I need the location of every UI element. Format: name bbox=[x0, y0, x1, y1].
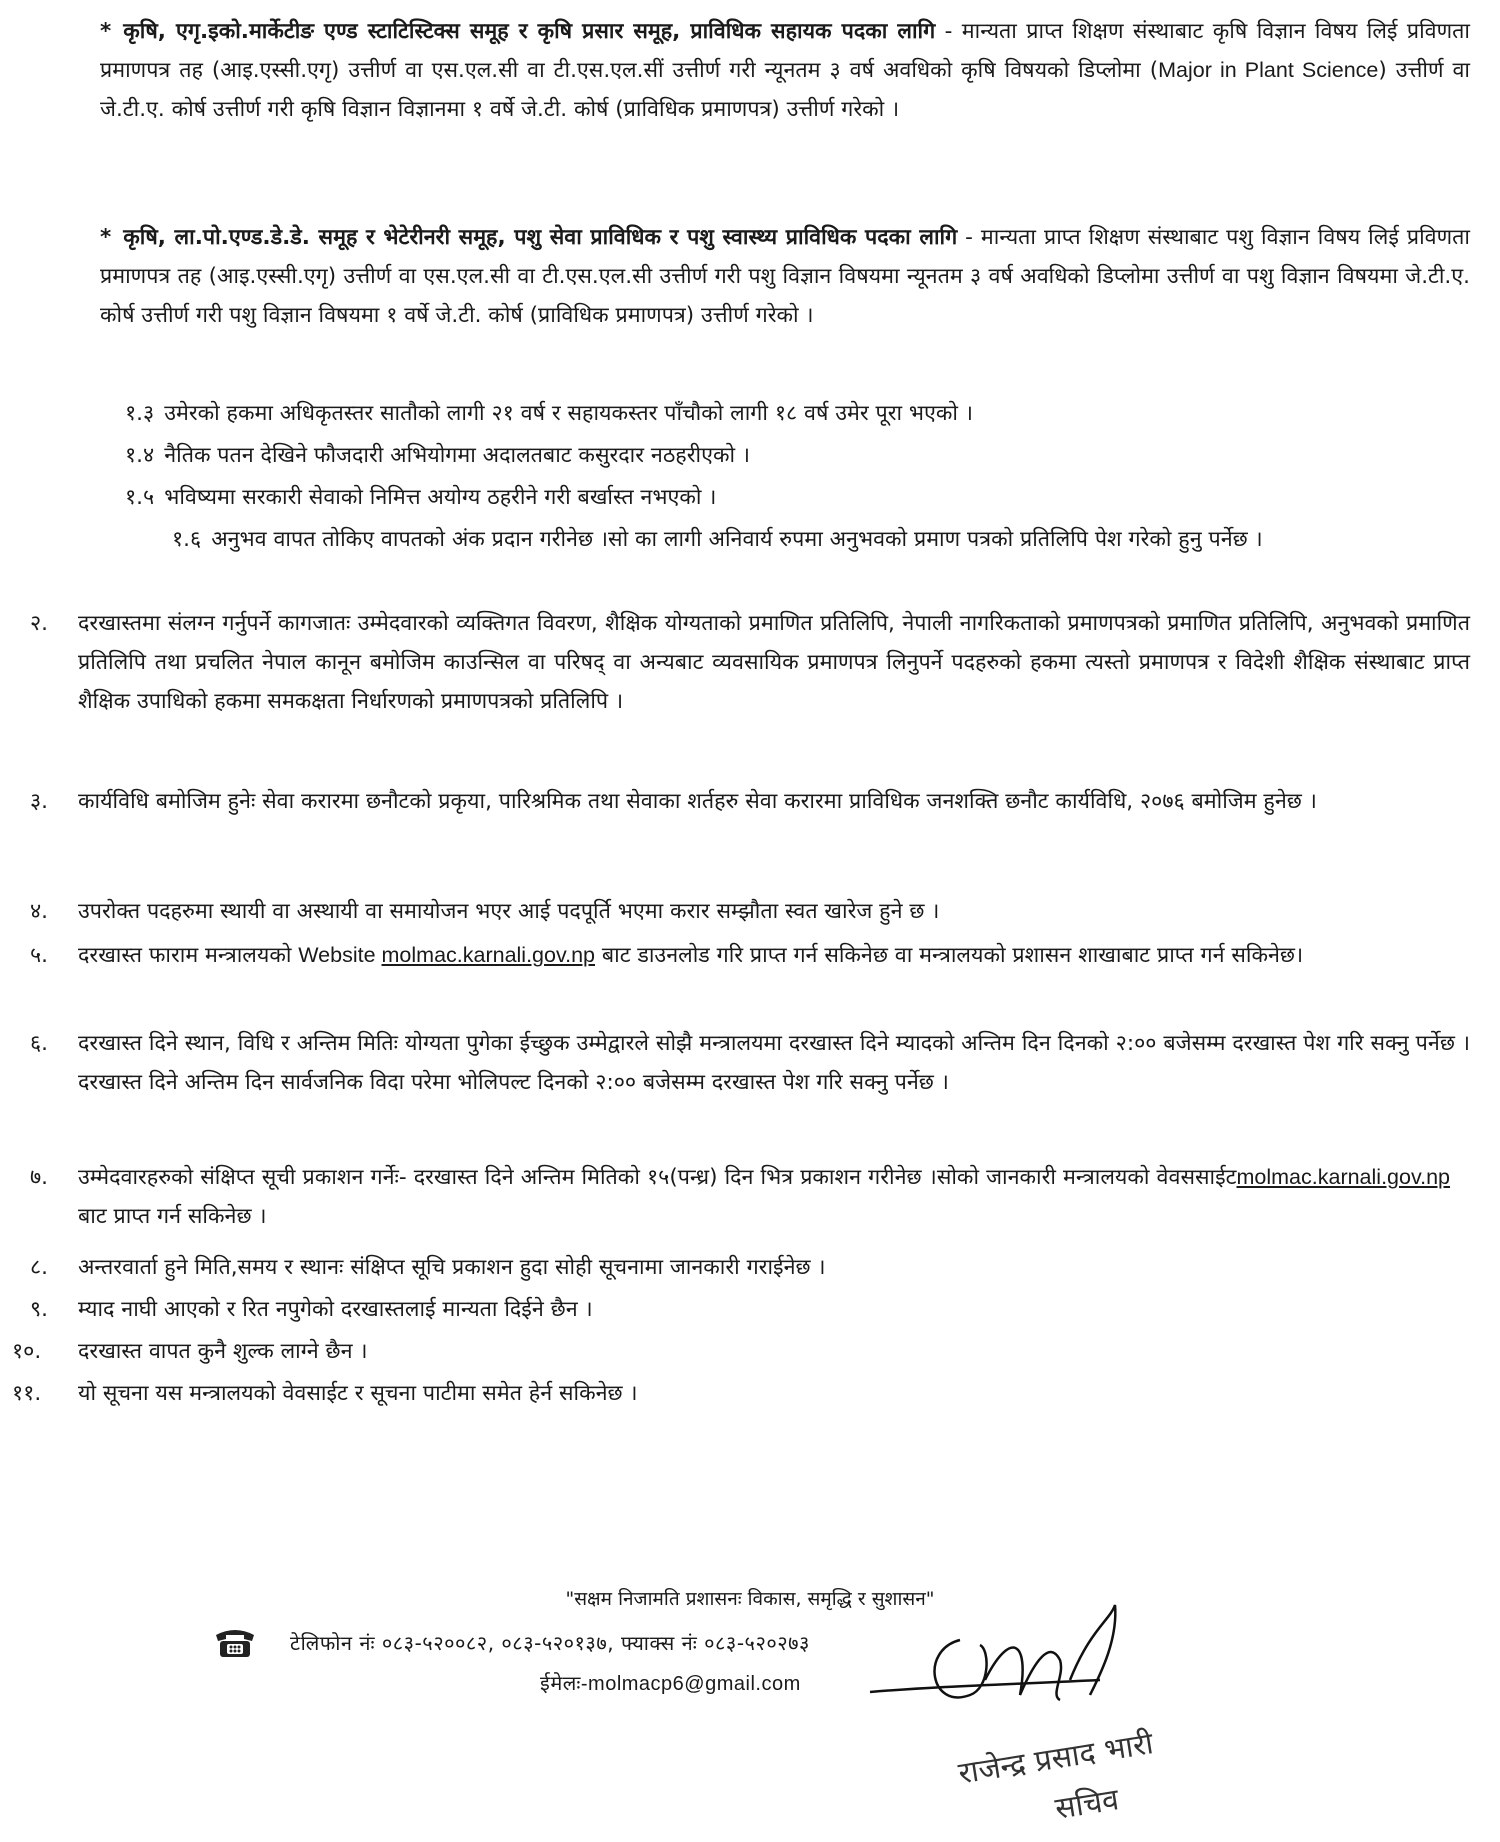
item-3 bbox=[30, 782, 1450, 821]
item-8-text: अन्तरवार्ता हुने मिति,समय र स्थानः संक्षिप्त सूचि प्रकाशन हुदा सोही सूचनामा जानकारी गराईनेछ । bbox=[78, 1255, 826, 1280]
sub-item-1-6 bbox=[78, 520, 1418, 559]
sub-item-1-5 bbox=[125, 478, 1465, 517]
item-11-number: ११. bbox=[12, 1381, 42, 1406]
qualification-agri-body-1: - मान्यता प्राप्त शिक्षण संस्थाबाट कृषि विज्ञान विषय लिई प्रविणता प्रमाणपत्र तह (आइ.एस्सी.एगृ) उत्तीर्ण वा एस.एल.सी वा टी.एस.एल.सीं उत्तीर्ण गरी न्यूनतम ३ वर्ष अवधिको कृषि विषयको डिप्लोमा ( bbox=[100, 19, 1470, 83]
item-8-number: ८. bbox=[30, 1255, 49, 1280]
item-10-number: १०. bbox=[12, 1339, 42, 1364]
item-5-text-pre: दरखास्त फाराम मन्त्रालयको bbox=[78, 943, 299, 968]
signature-title: सचिव bbox=[1052, 1782, 1122, 1827]
item-3-number: ३. bbox=[30, 789, 49, 814]
item-5-website-link[interactable]: molmac.karnali.gov.np bbox=[381, 943, 596, 967]
item-4-text: उपरोक्त पदहरुमा स्थायी वा अस्थायी वा समायोजन भएर आई पदपूर्ति भएमा करार सम्झौता स्वत खारेज हुने छ । bbox=[78, 899, 940, 924]
item-9-text: म्याद नाघी आएको र रित नपुगेको दरखास्तलाई मान्यता दिईने छैन । bbox=[78, 1297, 593, 1322]
signature bbox=[860, 1600, 1280, 1830]
item-11 bbox=[12, 1374, 1452, 1413]
sub-item-text: अनुभव वापत तोकिए वापतको अंक प्रदान गरीनेछ ।सो का लागी अनिवार्य रुपमा अनुभवको प्रमाण पत्रको प्रतिलिपि पेश गरेको हुनु पर्नेछ । bbox=[211, 527, 1263, 552]
item-3-text: कार्यविधि बमोजिम हुनेः सेवा करारमा छनौटको प्रकृया, पारिश्रमिक तथा सेवाका शर्तहरु सेवा करारमा प्राविधिक जनशक्ति छनौट कार्यविधि, २०७६ बमोजिम हुनेछ । bbox=[78, 789, 1317, 814]
item-7-number: ७. bbox=[30, 1165, 49, 1190]
item-6-number: ६. bbox=[30, 1031, 49, 1056]
item-2-number: २. bbox=[30, 611, 49, 636]
qualification-livestock-body: - मान्यता प्राप्त शिक्षण संस्थाबाट पशु विज्ञान विषय लिई प्रविणता प्रमाणपत्र तह (आइ.एस्सी.एगृ) उत्तीर्ण वा एस.एल.सी वा टी.एस.एल.सी उत्तीर्ण गरी पशु विज्ञान विषयमा न्यूनतम ३ वर्ष अवधिको डिप्लोमा उत्तीर्ण वा पशु विज्ञान विषयमा जे.टी.ए. कोर्ष उत्तीर्ण गरी पशु विज्ञान विषयमा १ वर्षे जे.टी. कोर्ष (प्राविधिक प्रमाणपत्र) उत्तीर्ण गरेको । bbox=[100, 225, 1470, 328]
sub-item-1-4 bbox=[125, 436, 1465, 475]
item-5-website-label: Website bbox=[298, 943, 382, 967]
item-4 bbox=[30, 892, 1470, 931]
footer-motto: "सक्षम निजामति प्रशासनः विकास, समृद्धि र सुशासन" bbox=[565, 1588, 935, 1610]
qualification-livestock bbox=[100, 218, 1470, 335]
sub-item-number: १.३ bbox=[125, 401, 155, 426]
item-7 bbox=[30, 1158, 1450, 1236]
item-5-number: ५. bbox=[30, 943, 49, 968]
qualification-livestock-heading: कृषि, ला.पो.एण्ड.डे.डे. समूह र भेटेरीनरी समूह, पशु सेवा प्राविधिक र पशु स्वास्थ्य प्राविधिक पदका लागि bbox=[123, 225, 958, 250]
item-9-number: ९. bbox=[30, 1297, 49, 1322]
item-10-text: दरखास्त वापत कुनै शुल्क लाग्ने छैन । bbox=[78, 1339, 368, 1364]
sub-item-number: १.५ bbox=[125, 485, 155, 510]
qualification-agri bbox=[100, 12, 1470, 129]
sub-item-text: नैतिक पतन देखिने फौजदारी अभियोगमा अदालतबाट कसुरदार नठहरीएको । bbox=[164, 443, 751, 468]
item-2 bbox=[30, 604, 1470, 721]
item-11-text: यो सूचना यस मन्त्रालयको वेवसाईट र सूचना पाटीमा समेत हेर्न सकिनेछ । bbox=[78, 1381, 638, 1406]
qualification-agri-body-latin: Major in Plant Science bbox=[1158, 58, 1379, 82]
sub-item-1-3 bbox=[125, 394, 1465, 433]
qualification-agri-body-2: ) उत्तीर्ण वा जे.टी.ए. कोर्ष उत्तीर्ण गरी कृषि विज्ञान विज्ञानमा १ वर्षे जे.टी. कोर्ष (प्राविधिक प्रमाणपत्र) उत्तीर्ण गरेको । bbox=[100, 58, 1470, 122]
item-6-text: दरखास्त दिने स्थान, विधि र अन्तिम मितिः योग्यता पुगेका ईच्छुक उम्मेद्वारले सोझै मन्त्रालयमा दरखास्त दिने म्यादको अन्तिम दिन दिनको २:०० बजेसम्म दरखास्त पेश गरि सक्नु पर्नेछ ।दरखास्त दिने अन्तिम दिन सार्वजनिक विदा परेमा भोलिपल्ट दिनको २:०० बजेसम्म दरखास्त पेश गरि सक्नु पर्नेछ । bbox=[78, 1031, 1470, 1095]
item-2-text: दरखास्तमा संलग्न गर्नुपर्ने कागजातः उम्मेदवारको व्यक्तिगत विवरण, शैक्षिक योग्यताको प्रमाणित प्रतिलिपि, नेपाली नागरिकताको प्रमाणपत्रको प्रमाणित प्रतिलिपि, अनुभवको प्रमाणित प्रतिलिपि तथा प्रचलित नेपाल कानून बमोजिम काउन्सिल वा परिषद् वा अन्यबाट व्यवसायिक प्रमाणपत्र लिनुपर्ने पदहरुको हकमा त्यस्तो प्रमाणपत्र र विदेशी शैक्षिक संस्थाबाट प्राप्त शैक्षिक उपाधिको हकमा समकक्षता निर्धारणको प्रमाणपत्रको प्रतिलिपि । bbox=[78, 611, 1470, 714]
bullet-livestock: * bbox=[100, 225, 112, 250]
item-5-text-post: बाट डाउनलोड गरि प्राप्त गर्न सकिनेछ वा मन्त्रालयको प्रशासन शाखाबाट प्राप्त गर्न सकिनेछ। bbox=[595, 943, 1304, 968]
telephone-icon bbox=[212, 1625, 258, 1659]
item-4-number: ४. bbox=[30, 899, 49, 924]
sub-item-number: १.४ bbox=[125, 443, 155, 468]
item-10 bbox=[12, 1332, 1452, 1371]
item-9 bbox=[30, 1290, 1470, 1329]
signature-name: राजेन्द्र प्रसाद भारी bbox=[956, 1726, 1156, 1792]
sub-item-text: भविष्यमा सरकारी सेवाको निमित्त अयोग्य ठहरीने गरी बर्खास्त नभएको । bbox=[164, 485, 717, 510]
qualification-agri-heading: कृषि, एगृ.इको.मार्केटीङ एण्ड स्टाटिस्टिक्स समूह र कृषि प्रसार समूह, प्राविधिक सहायक पदका लागि bbox=[123, 19, 936, 44]
item-8 bbox=[30, 1248, 1470, 1287]
item-6 bbox=[30, 1024, 1470, 1102]
sub-item-number: १.६ bbox=[172, 527, 202, 552]
item-7-text-post: बाट प्राप्त गर्न सकिनेछ । bbox=[78, 1204, 267, 1229]
item-7-text-pre: उम्मेदवारहरुको संक्षिप्त सूची प्रकाशन गर्नेः- दरखास्त दिने अन्तिम मितिको १५(पन्ध्र) दिन भित्र प्रकाशन गरीनेछ ।सोको जानकारी मन्त्रालयको वेवससाईट bbox=[78, 1165, 1237, 1190]
item-7-website-link[interactable]: molmac.karnali.gov.np bbox=[1236, 1165, 1450, 1189]
item-5 bbox=[30, 936, 1470, 975]
sub-item-text: उमेरको हकमा अधिकृतस्तर सातौको लागी २१ वर्ष र सहायकस्तर पाँचौको लागी १८ वर्ष उमेर पूरा भएको । bbox=[164, 401, 973, 426]
bullet-agri: * bbox=[100, 19, 112, 44]
footer-email[interactable]: ईमेलः-molmacp6@gmail.com bbox=[540, 1673, 801, 1695]
footer-phone-fax: टेलिफोन नंः ०८३-५२००८२, ०८३-५२०१३७, फ्याक्स नंः ०८३-५२०२७३ bbox=[290, 1631, 810, 1655]
